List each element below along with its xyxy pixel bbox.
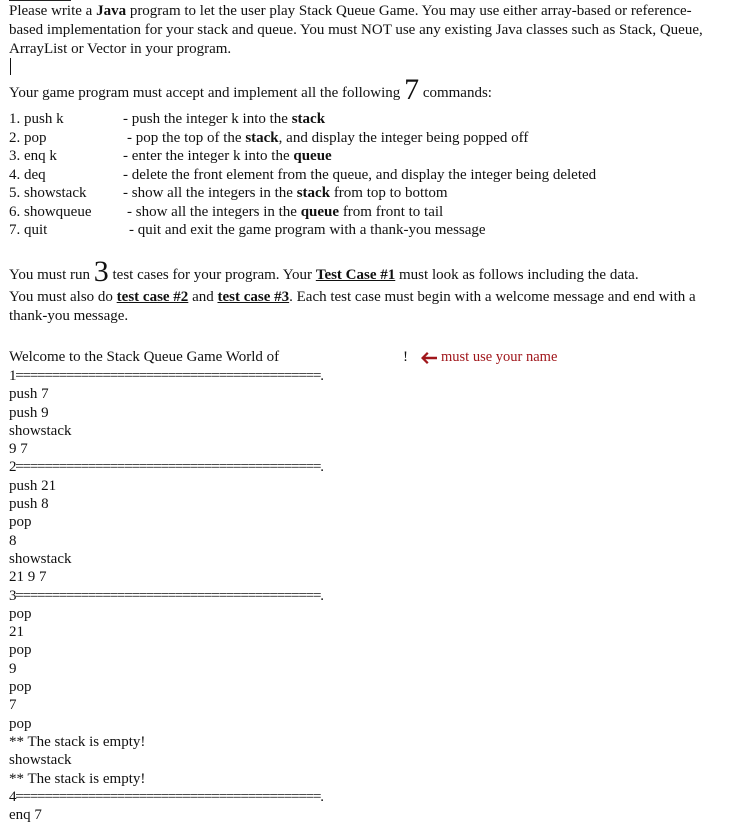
command-desc-text-rest: , and display the integer being popped off (278, 129, 529, 146)
intro-java: Java (96, 3, 127, 19)
transcript-line: push 21 (9, 477, 57, 494)
welcome-text: Welcome to the Stack Queue Game World of (9, 349, 280, 365)
command-desc-text: - delete the front element from the queue, and display the integer being deleted (123, 166, 597, 183)
tests-text-b: test cases for your program. Your (108, 267, 316, 283)
command-name: 6. showqueue (9, 203, 92, 220)
top-rule (9, 0, 71, 1)
transcript-line: 9 (9, 660, 17, 677)
tests-line-1 (9, 255, 721, 288)
tests-text-d: You must also do (9, 289, 117, 305)
command-desc-text-rest: from front to tail (339, 203, 444, 220)
command-name: 5. showstack (9, 185, 87, 201)
separator-line: 3==========================================. (9, 587, 323, 604)
accept-text-before: Your game program must accept and implement all the following (9, 85, 405, 101)
command-count: 7 (404, 73, 420, 106)
name-note-text: must use your name (441, 349, 558, 365)
command-list (9, 110, 724, 240)
command-desc-text: - enter the integer k into the (123, 148, 294, 164)
tests-line-2 (9, 288, 721, 326)
text-cursor (10, 58, 11, 75)
command-row (9, 110, 724, 129)
test-case-1-label: Test Case #1 (315, 267, 396, 283)
transcript-line: 21 9 7 (9, 569, 47, 586)
welcome-line (9, 349, 609, 368)
command-desc-text: - show all the integers in the (123, 185, 297, 201)
command-desc-text: - quit and exit the game program with a thank-you message (129, 222, 486, 238)
separator-line: 4==========================================. (9, 788, 323, 805)
transcript-line: pop (9, 642, 32, 659)
command-row (9, 203, 724, 222)
transcript-line: 9 7 (9, 441, 28, 458)
command-description (129, 221, 486, 240)
transcript-line: pop (9, 514, 32, 531)
command-name: 1. push k (9, 111, 64, 127)
command-name: 4. deq (9, 166, 46, 183)
command-desc-text-rest: from top to bottom (330, 185, 448, 201)
test-case-3-label: test case #3 (217, 289, 290, 305)
welcome-exclamation: ! (403, 349, 408, 365)
transcript-line: showstack (9, 422, 72, 439)
command-row (9, 129, 724, 148)
intro-paragraph (9, 2, 724, 59)
tests-text-e: and (188, 289, 218, 305)
command-desc-text: - show all the integers in the (127, 203, 301, 220)
transcript-line: showstack (9, 550, 72, 567)
command-name: 3. enq k (9, 148, 57, 164)
transcript-line: push 8 (9, 496, 49, 513)
transcript-line: 8 (9, 532, 17, 549)
left-arrow-icon (421, 352, 437, 364)
name-note (421, 349, 557, 366)
command-name: 2. pop (9, 129, 47, 146)
command-desc-keyword: queue (300, 203, 340, 220)
command-description (123, 166, 596, 185)
tests-text-a: You must run (9, 267, 94, 283)
command-desc-keyword: stack (296, 185, 331, 201)
test-count: 3 (93, 255, 109, 288)
transcript-line: pop (9, 605, 32, 622)
command-row (9, 184, 724, 203)
transcript-line: ** The stack is empty! (9, 770, 146, 787)
tests-text-c: must look as follows including the data. (395, 267, 639, 283)
command-description (123, 147, 332, 166)
transcript-line: 7 (9, 697, 17, 714)
command-row (9, 221, 724, 240)
command-description (123, 184, 448, 203)
test-case-2-label: test case #2 (116, 289, 189, 305)
command-description (127, 203, 443, 222)
command-desc-text: - pop the top of the (127, 129, 246, 146)
transcript-line: showstack (9, 752, 72, 769)
transcript-line: push 7 (9, 386, 49, 403)
separator-line: 1==========================================. (9, 368, 323, 384)
intro-text-1: Please write a (9, 3, 97, 19)
transcript-line: ** The stack is empty! (9, 733, 146, 750)
command-description (127, 129, 528, 148)
accept-line (9, 73, 492, 106)
command-desc-text: - push the integer k into the (123, 111, 292, 127)
transcript-line: 21 (9, 624, 24, 641)
session-transcript (9, 367, 429, 824)
command-desc-keyword: stack (291, 111, 326, 127)
transcript-line: enq 7 (9, 807, 42, 824)
accept-text-after: commands: (419, 85, 492, 101)
command-desc-keyword: stack (245, 129, 279, 146)
command-description (123, 110, 325, 129)
command-desc-keyword: queue (293, 148, 332, 164)
command-name: 7. quit (9, 222, 48, 238)
test-cases-paragraph (9, 255, 721, 326)
separator-line: 2==========================================. (9, 459, 323, 476)
command-row (9, 166, 724, 185)
transcript-line: push 9 (9, 404, 49, 421)
intro-text-2: program to let the user play Stack Queue Game. You may use either array-based or reference-based implementation for your stack and queue. You must NOT use any existing Java classes such as Stack, Queue, ArrayList or Vector in your program. (9, 3, 703, 57)
transcript-line: pop (9, 715, 32, 732)
transcript-line: pop (9, 679, 32, 696)
command-row (9, 147, 724, 166)
tests-text-f: . Each test case must begin with a welcome message and end with a thank-you message. (9, 289, 696, 324)
